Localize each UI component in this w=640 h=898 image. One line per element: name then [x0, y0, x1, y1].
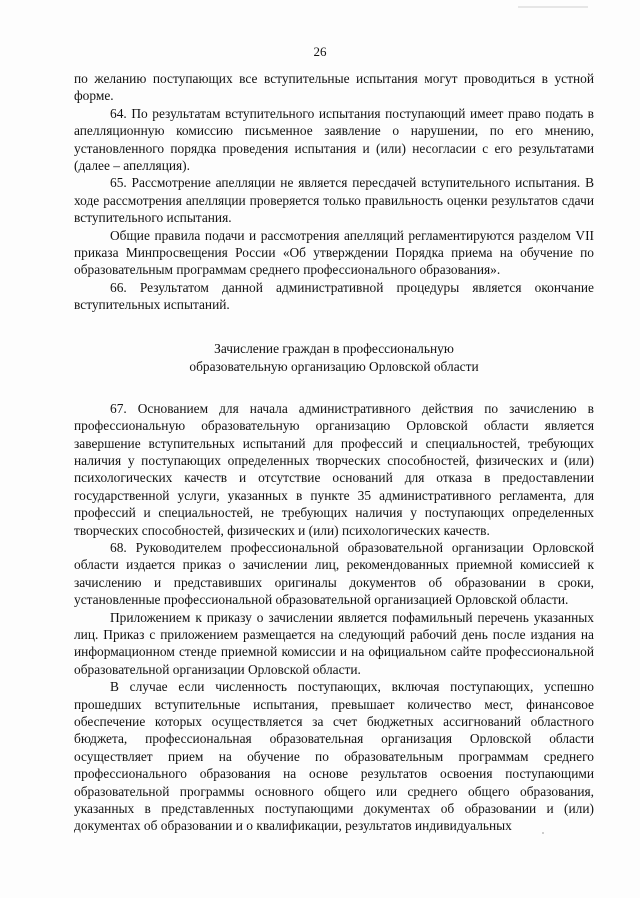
paragraph: 68. Руководителем профессиональной образовательной организации Орловской области издается приказ о зачислении лиц, рекомендованных приемной комиссией к зачислению и представивших оригиналы документов об образовании в сроки, установленные профессиональной образовательной организацией Орловской области. [74, 539, 594, 608]
section-heading-line-2: образовательную организацию Орловской области [189, 358, 479, 374]
scan-speck [542, 832, 544, 834]
page-number: 26 [313, 44, 327, 59]
paragraph: Общие правила подачи и рассмотрения апелляций регламентируются разделом VII приказа Минпросвещения России «Об утверждении Порядка приема на обучение по образовательным программам среднего профессионального образования». [74, 227, 594, 278]
section-heading-line-1: Зачисление граждан в профессиональную [214, 340, 454, 356]
paragraph: 67. Основанием для начала административного действия по зачислению в профессиональную образовательную организацию Орловской области является завершение вступительных испытаний для профессий и специальностей, требующих наличия у поступающих определенных творческих способностей, физических и (или) психологических качеств и отсутствие оснований для отказа в предоставлении государственной услуги, указанных в пункте 35 административного регламента, для профессий и специальностей, не требующих наличия у поступающих определенных творческих способностей, физических и (или) психологических качеств. [74, 400, 594, 538]
paragraph: Приложением к приказу о зачислении является пофамильный перечень указанных лиц. Приказ с приложением размещается на следующий рабочий день после издания на информационном стенде приемной комиссии и на официальном сайте профессиональной образовательной организации Орловской области. [74, 609, 594, 677]
paragraph: 65. Рассмотрение апелляции не является пересдачей вступительного испытания. В ходе рассмотрения апелляции проверяется только правильность оценки результатов сдачи вступительного испытания. [74, 175, 594, 226]
paragraph: по желанию поступающих все вступительные испытания могут проводиться в устной форме. [74, 71, 594, 104]
paragraphs-before-heading [74, 70, 594, 314]
scan-artifact [518, 6, 588, 8]
paragraph: В случае если численность поступающих, включая поступающих, успешно прошедших вступительные испытания, превышает количество мест, финансовое обеспечение которых осуществляется за счет бюджетных ассигнований областного бюджета, профессиональная образовательная организация Орловской области осуществляет прием на обучение по образовательным программам среднего профессионального образования на основе результатов освоения поступающими образовательной программы основного общего или среднего общего образования, указанных в представленных поступающими документах об образовании и (или) документах об образовании и о квалификации, результатов индивидуальных [74, 679, 594, 834]
paragraphs-after-heading [74, 400, 594, 835]
paragraph: 66. Результатом данной административной процедуры является окончание вступительных испытаний. [74, 279, 594, 313]
section-heading [74, 340, 594, 376]
paragraph: 64. По результатам вступительного испытания поступающий имеет право подать в апелляционную комиссию письменное заявление о нарушении, по его мнению, установленного порядка проведения испытания и (или) несогласии с его результатами (далее – апелляция). [74, 105, 594, 174]
document-body [74, 70, 594, 835]
